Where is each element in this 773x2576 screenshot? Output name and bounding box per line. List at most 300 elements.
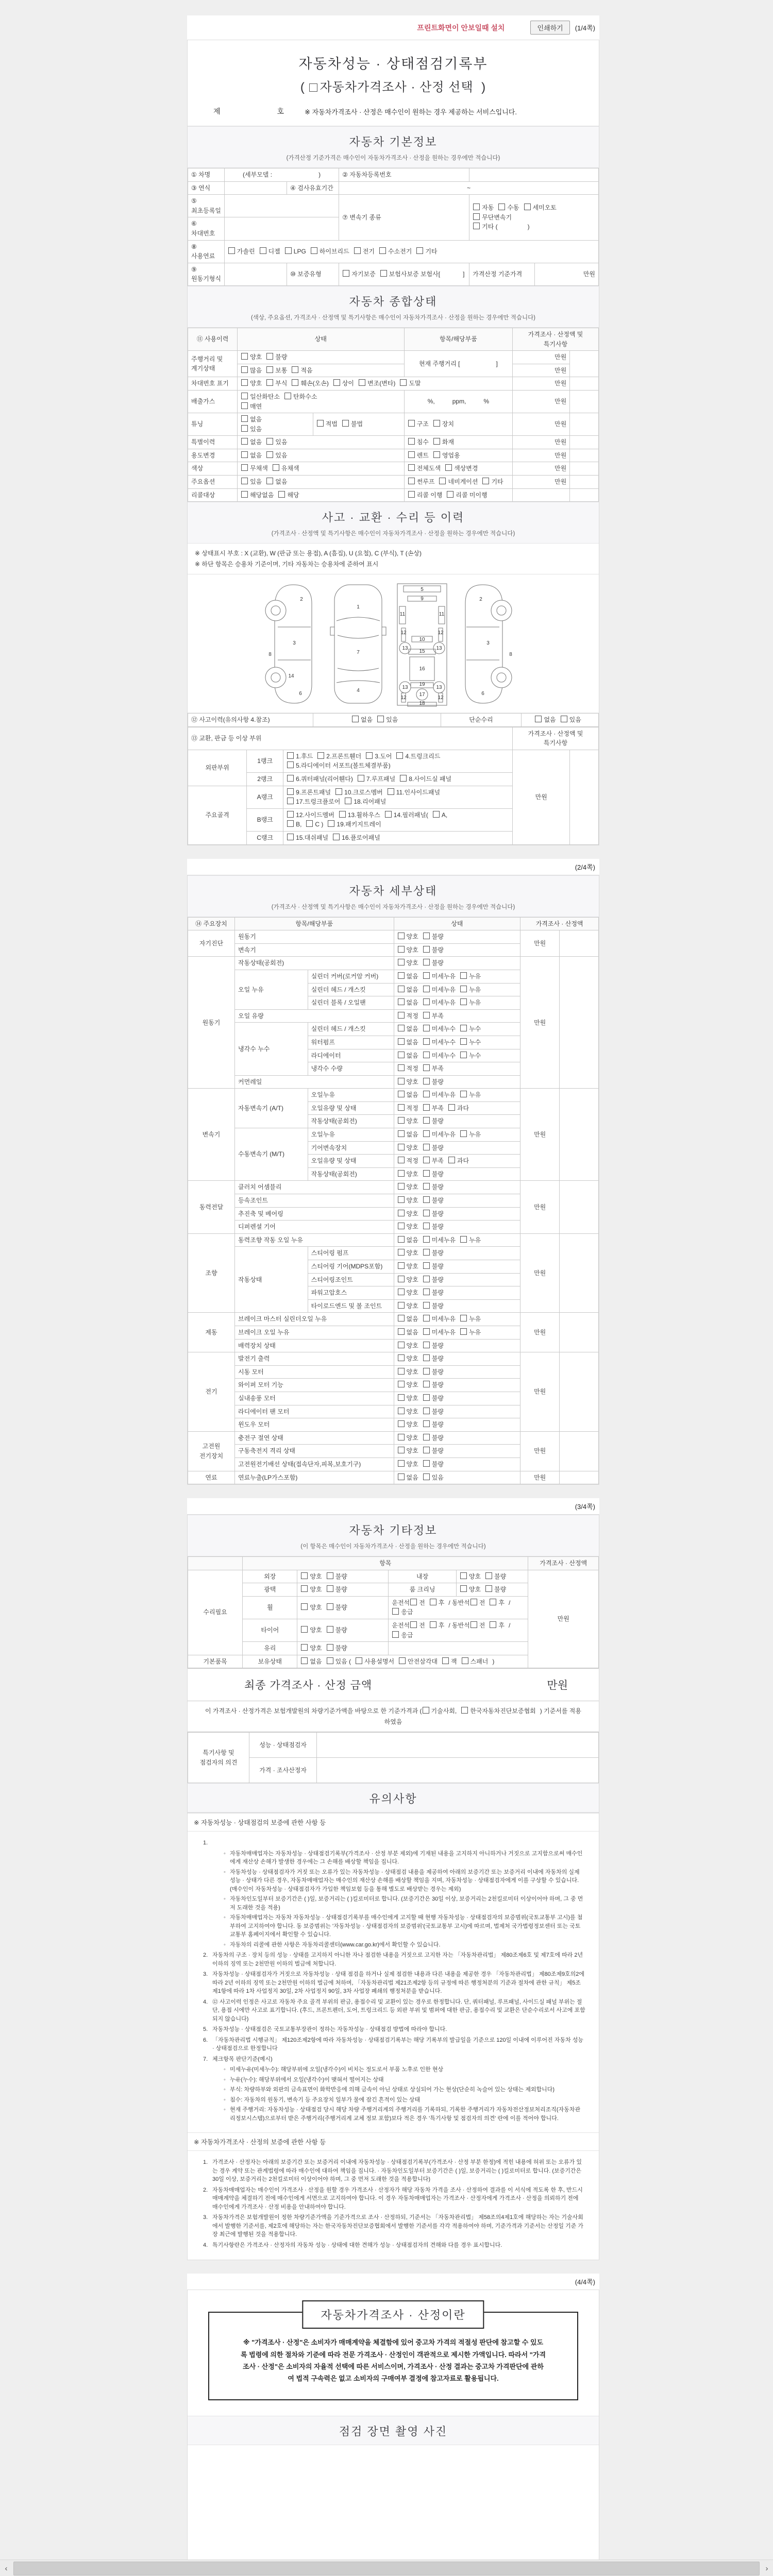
checkbox-option[interactable]	[397, 958, 418, 968]
checkbox-icon[interactable]	[301, 1585, 308, 1592]
checkbox-option[interactable]	[241, 352, 262, 362]
checkbox-icon[interactable]	[241, 425, 248, 432]
checkbox-option[interactable]	[397, 1446, 418, 1456]
checkbox-icon[interactable]	[460, 1025, 467, 1031]
checkbox-icon[interactable]	[398, 1420, 405, 1427]
print-button[interactable]: 인쇄하기	[530, 21, 569, 35]
checkbox-option[interactable]	[423, 1038, 456, 1047]
checkbox-icon[interactable]	[408, 478, 415, 484]
checkbox-icon[interactable]	[410, 1599, 417, 1605]
checkbox-icon[interactable]	[388, 788, 394, 795]
checkbox-option[interactable]	[339, 810, 380, 820]
checkbox-icon[interactable]	[423, 1210, 430, 1216]
checkbox-option[interactable]	[397, 1209, 418, 1219]
checkbox-option[interactable]	[344, 797, 386, 807]
checkbox-icon[interactable]	[423, 1104, 430, 1111]
checkbox-icon[interactable]	[398, 1052, 405, 1058]
checkbox-icon[interactable]	[266, 379, 273, 386]
checkbox-option[interactable]	[326, 1585, 347, 1595]
checkbox-option[interactable]	[326, 1643, 347, 1653]
checkbox-option[interactable]	[410, 1621, 425, 1631]
checkbox-option[interactable]	[473, 203, 494, 213]
checkbox-option[interactable]	[266, 477, 287, 487]
checkbox-icon[interactable]	[408, 420, 415, 427]
checkbox-icon[interactable]	[423, 1328, 430, 1335]
checkbox-icon[interactable]	[352, 716, 359, 722]
checkbox-option[interactable]	[397, 1354, 418, 1364]
checkbox-icon[interactable]	[241, 402, 248, 409]
checkbox-icon[interactable]	[266, 353, 273, 360]
checkbox-option[interactable]	[397, 1473, 418, 1483]
checkbox-option[interactable]	[287, 797, 340, 807]
checkbox-option[interactable]	[408, 490, 443, 500]
checkbox-icon[interactable]	[327, 1585, 333, 1592]
checkbox-icon[interactable]	[287, 761, 294, 768]
checkbox-icon[interactable]	[398, 1144, 405, 1150]
checkbox-icon[interactable]	[408, 491, 415, 498]
checkbox-icon[interactable]	[470, 1599, 477, 1605]
checkbox-icon[interactable]	[343, 270, 349, 277]
checkbox-option[interactable]	[300, 1643, 322, 1653]
blank-field[interactable]	[460, 362, 496, 366]
checkbox-option[interactable]	[429, 1621, 445, 1631]
checkbox-icon[interactable]	[460, 998, 467, 1005]
checkbox-icon[interactable]	[423, 1473, 430, 1480]
checkbox-option[interactable]	[284, 247, 306, 257]
checkbox-icon[interactable]	[460, 1585, 467, 1592]
checkbox-option[interactable]	[423, 1011, 444, 1021]
checkbox-option[interactable]	[460, 1585, 481, 1595]
checkbox-option[interactable]	[357, 774, 395, 784]
checkbox-icon[interactable]	[423, 959, 430, 965]
checkbox-option[interactable]	[397, 1051, 418, 1061]
checkbox-option[interactable]	[365, 752, 392, 761]
checkbox-option[interactable]	[560, 715, 581, 725]
checkbox-option[interactable]	[416, 247, 437, 257]
checkbox-icon[interactable]	[398, 1434, 405, 1440]
checkbox-option[interactable]	[241, 402, 262, 412]
checkbox-option[interactable]	[423, 998, 456, 1008]
checkbox-icon[interactable]	[423, 1408, 430, 1414]
checkbox-option[interactable]	[397, 1301, 418, 1311]
checkbox-icon[interactable]	[398, 1157, 405, 1163]
checkbox-option[interactable]	[423, 1024, 456, 1034]
checkbox-option[interactable]	[445, 464, 478, 473]
checkbox-option[interactable]	[423, 1262, 444, 1272]
checkbox-icon[interactable]	[473, 223, 480, 229]
checkbox-icon[interactable]	[398, 1315, 405, 1321]
checkbox-option[interactable]	[408, 451, 429, 461]
checkbox-option[interactable]	[460, 972, 481, 981]
checkbox-option[interactable]	[423, 1116, 444, 1126]
checkbox-icon[interactable]	[535, 716, 542, 722]
checkbox-icon[interactable]	[423, 1434, 430, 1440]
checkbox-option[interactable]	[460, 1051, 481, 1061]
print-install-link[interactable]: 프린트화면이 안보일때 설치	[417, 23, 505, 32]
checkbox-option[interactable]	[423, 1288, 444, 1298]
checkbox-icon[interactable]	[292, 366, 298, 373]
checkbox-option[interactable]	[266, 379, 287, 388]
checkbox-option[interactable]	[460, 1235, 481, 1245]
checkbox-option[interactable]	[266, 451, 287, 461]
checkbox-icon[interactable]	[399, 1657, 406, 1664]
checkbox-option[interactable]	[423, 1156, 444, 1166]
checkbox-option[interactable]	[460, 1038, 481, 1047]
checkbox-option[interactable]	[287, 820, 301, 829]
checkbox-option[interactable]	[397, 1433, 418, 1443]
checkbox-icon[interactable]	[473, 213, 480, 220]
checkbox-icon[interactable]	[398, 1262, 405, 1269]
checkbox-option[interactable]	[317, 752, 361, 761]
checkbox-icon[interactable]	[423, 946, 430, 953]
checkbox-option[interactable]	[241, 464, 268, 473]
checkbox-icon[interactable]	[241, 379, 248, 386]
checkbox-icon[interactable]	[301, 1644, 308, 1651]
checkbox-option[interactable]	[327, 820, 381, 829]
checkbox-icon[interactable]	[423, 1342, 430, 1348]
checkbox-icon[interactable]	[392, 1608, 399, 1615]
checkbox-icon[interactable]	[398, 1183, 405, 1190]
checkbox-option[interactable]	[266, 366, 287, 376]
checkbox-icon[interactable]	[460, 1130, 467, 1137]
checkbox-option[interactable]	[423, 1182, 444, 1192]
checkbox-icon[interactable]	[433, 451, 440, 458]
checkbox-icon[interactable]	[287, 798, 294, 804]
checkbox-option[interactable]	[397, 1288, 418, 1298]
checkbox-option[interactable]	[399, 774, 451, 784]
checkbox-icon[interactable]	[339, 811, 346, 818]
checkbox-icon[interactable]	[398, 972, 405, 979]
checkbox-icon[interactable]	[460, 972, 467, 979]
checkbox-option[interactable]	[398, 1657, 438, 1667]
checkbox-option[interactable]	[397, 1143, 418, 1153]
checkbox-icon[interactable]	[287, 820, 294, 827]
checkbox-option[interactable]	[423, 1064, 444, 1074]
checkbox-option[interactable]	[397, 1314, 418, 1324]
checkbox-icon[interactable]	[423, 1381, 430, 1387]
checkbox-option[interactable]	[439, 477, 478, 487]
checkbox-option[interactable]	[423, 1051, 456, 1061]
checkbox-icon[interactable]	[423, 1394, 430, 1401]
checkbox-option[interactable]	[241, 451, 262, 461]
checkbox-option[interactable]	[423, 945, 444, 955]
checkbox-icon[interactable]	[448, 1157, 455, 1163]
checkbox-icon[interactable]	[423, 1183, 430, 1190]
checkbox-option[interactable]	[241, 392, 280, 402]
checkbox-option[interactable]	[423, 1314, 456, 1324]
checkbox-icon[interactable]	[461, 1707, 468, 1714]
checkbox-option[interactable]	[433, 419, 454, 429]
checkbox-icon[interactable]	[400, 775, 407, 782]
checkbox-icon[interactable]	[460, 1315, 467, 1321]
checkbox-option[interactable]	[397, 1064, 418, 1074]
checkbox-icon[interactable]	[460, 1038, 467, 1045]
checkbox-icon[interactable]	[462, 1657, 468, 1664]
checkbox-icon[interactable]	[423, 1157, 430, 1163]
checkbox-option[interactable]	[448, 1104, 469, 1113]
checkbox-icon[interactable]	[398, 1381, 405, 1387]
checkbox-option[interactable]	[397, 945, 418, 955]
checkbox-icon[interactable]	[266, 451, 273, 458]
checkbox-icon[interactable]	[485, 1572, 492, 1579]
checkbox-icon[interactable]	[408, 438, 415, 445]
checkbox-option[interactable]	[460, 998, 481, 1008]
checkbox-icon[interactable]	[292, 379, 298, 386]
checkbox-option[interactable]	[333, 379, 354, 388]
checkbox-option[interactable]	[241, 437, 262, 447]
checkbox-option[interactable]	[326, 1572, 347, 1582]
blank-field[interactable]	[444, 272, 463, 276]
checkbox-icon[interactable]	[327, 1572, 333, 1579]
checkbox-option[interactable]	[379, 247, 412, 257]
checkbox-option[interactable]	[423, 1235, 456, 1245]
checkbox-option[interactable]	[423, 1367, 444, 1377]
checkbox-option[interactable]	[442, 1657, 457, 1667]
checkbox-option[interactable]	[473, 213, 512, 223]
checkbox-icon[interactable]	[460, 1572, 467, 1579]
checkbox-icon[interactable]	[398, 946, 405, 953]
checkbox-icon[interactable]	[301, 1657, 308, 1664]
checkbox-icon[interactable]	[241, 438, 248, 445]
checkbox-icon[interactable]	[398, 1117, 405, 1124]
checkbox-icon[interactable]	[423, 1707, 429, 1714]
scrollbar-thumb[interactable]	[13, 2562, 760, 2575]
checkbox-icon[interactable]	[342, 420, 349, 427]
checkbox-option[interactable]	[461, 1657, 489, 1667]
checkbox-option[interactable]	[399, 379, 421, 388]
checkbox-icon[interactable]	[266, 478, 273, 484]
checkbox-icon[interactable]	[433, 438, 440, 445]
checkbox-option[interactable]	[534, 715, 556, 725]
blank-field[interactable]	[502, 225, 528, 229]
checkbox-icon[interactable]	[241, 353, 248, 360]
checkbox-icon[interactable]	[485, 1585, 492, 1592]
checkbox-icon[interactable]	[473, 204, 480, 210]
checkbox-option[interactable]	[310, 247, 349, 257]
checkbox-option[interactable]	[397, 1222, 418, 1232]
checkbox-option[interactable]	[460, 1130, 481, 1140]
checkbox-option[interactable]	[485, 1585, 506, 1595]
checkbox-icon[interactable]	[423, 1354, 430, 1361]
checkbox-icon[interactable]	[423, 1144, 430, 1150]
checkbox-option[interactable]	[287, 833, 328, 843]
checkbox-icon[interactable]	[439, 478, 446, 484]
checkbox-option[interactable]	[433, 451, 460, 461]
checkbox-icon[interactable]	[398, 1130, 405, 1137]
blank-field[interactable]	[435, 399, 452, 403]
checkbox-option[interactable]	[408, 419, 429, 429]
checkbox-icon[interactable]	[408, 464, 415, 471]
checkbox-icon[interactable]	[460, 1052, 467, 1058]
checkbox-icon[interactable]	[398, 1368, 405, 1375]
checkbox-icon[interactable]	[423, 1038, 430, 1045]
checkbox-option[interactable]	[326, 1603, 347, 1613]
checkbox-option[interactable]	[423, 1143, 444, 1153]
checkbox-option[interactable]	[300, 1625, 322, 1635]
checkbox-option[interactable]	[355, 1657, 394, 1667]
checkbox-option[interactable]	[300, 1657, 322, 1667]
checkbox-option[interactable]	[397, 1038, 418, 1047]
checkbox-option[interactable]	[446, 490, 487, 500]
checkbox-option[interactable]	[408, 464, 441, 473]
checkbox-icon[interactable]	[398, 1064, 405, 1071]
checkbox-icon[interactable]	[423, 933, 430, 939]
checkbox-option[interactable]	[397, 1182, 418, 1192]
checkbox-icon[interactable]	[396, 752, 403, 759]
checkbox-option[interactable]	[429, 1598, 445, 1608]
checkbox-option[interactable]	[498, 203, 519, 213]
horizontal-scrollbar[interactable]	[0, 2560, 773, 2576]
checkbox-icon[interactable]	[287, 811, 294, 818]
checkbox-option[interactable]	[291, 379, 328, 388]
checkbox-icon[interactable]	[442, 1657, 449, 1664]
checkbox-icon[interactable]	[398, 1025, 405, 1031]
checkbox-icon[interactable]	[398, 1223, 405, 1229]
checkbox-icon[interactable]	[273, 464, 279, 471]
checkbox-option[interactable]	[354, 247, 375, 257]
checkbox-icon[interactable]	[398, 959, 405, 965]
checkbox-option[interactable]	[423, 1222, 444, 1232]
checkbox-icon[interactable]	[311, 247, 317, 254]
checkbox-icon[interactable]	[356, 1657, 362, 1664]
checkbox-option[interactable]	[228, 247, 255, 257]
checkbox-option[interactable]	[241, 379, 262, 388]
checkbox-option[interactable]	[423, 1394, 444, 1403]
checkbox-icon[interactable]	[301, 1603, 308, 1610]
checkbox-option[interactable]	[423, 1433, 444, 1443]
checkbox-option[interactable]	[326, 1657, 351, 1667]
checkbox-option[interactable]	[473, 222, 498, 232]
checkbox-icon[interactable]	[398, 998, 405, 1005]
checkbox-option[interactable]	[259, 247, 280, 257]
checkbox-option[interactable]	[326, 1625, 347, 1635]
checkbox-icon[interactable]	[345, 798, 351, 804]
checkbox-icon[interactable]	[423, 1196, 430, 1203]
checkbox-option[interactable]	[384, 810, 428, 820]
checkbox-option[interactable]	[300, 1603, 322, 1613]
checkbox-option[interactable]	[397, 1248, 418, 1258]
checkbox-icon[interactable]	[423, 998, 430, 1005]
checkbox-icon[interactable]	[423, 1064, 430, 1071]
checkbox-icon[interactable]	[561, 716, 567, 722]
checkbox-option[interactable]	[460, 1090, 481, 1100]
checkbox-option[interactable]	[410, 1598, 425, 1608]
checkbox-option[interactable]	[397, 972, 418, 981]
checkbox-icon[interactable]	[423, 1078, 430, 1084]
checkbox-option[interactable]	[396, 752, 440, 761]
checkbox-option[interactable]	[423, 1473, 444, 1483]
checkbox-icon[interactable]	[241, 366, 248, 373]
checkbox-option[interactable]	[266, 437, 287, 447]
checkbox-option[interactable]	[470, 1598, 485, 1608]
checkbox-option[interactable]	[397, 1394, 418, 1403]
checkbox-icon[interactable]	[423, 1447, 430, 1453]
checkbox-option[interactable]	[470, 1621, 485, 1631]
checkbox-icon[interactable]	[398, 1447, 405, 1453]
checkbox-option[interactable]	[380, 269, 440, 279]
scroll-left-arrow-icon[interactable]: ‹	[0, 2560, 12, 2576]
checkbox-icon[interactable]	[398, 1038, 405, 1045]
checkbox-icon[interactable]	[398, 1302, 405, 1309]
checkbox-option[interactable]	[397, 1196, 418, 1206]
checkbox-option[interactable]	[423, 1301, 444, 1311]
checkbox-icon[interactable]	[430, 1621, 436, 1628]
checkbox-icon[interactable]	[433, 420, 440, 427]
checkbox-icon[interactable]	[460, 1328, 467, 1335]
checkbox-icon[interactable]	[423, 1223, 430, 1229]
checkbox-icon[interactable]	[398, 1012, 405, 1019]
checkbox-option[interactable]	[397, 1460, 418, 1469]
checkbox-icon[interactable]	[408, 451, 415, 458]
checkbox-icon[interactable]	[423, 1460, 430, 1467]
checkbox-option[interactable]	[351, 715, 373, 725]
checkbox-icon[interactable]	[410, 1621, 417, 1628]
checkbox-icon[interactable]	[423, 972, 430, 979]
checkbox-option[interactable]	[397, 1367, 418, 1377]
checkbox-option[interactable]	[423, 1130, 456, 1140]
checkbox-option[interactable]	[423, 1460, 444, 1469]
checkbox-icon[interactable]	[398, 1289, 405, 1295]
checkbox-option[interactable]	[241, 366, 262, 376]
checkbox-icon[interactable]	[423, 1315, 430, 1321]
checkbox-option[interactable]	[397, 1170, 418, 1179]
checkbox-icon[interactable]	[335, 788, 342, 795]
checkbox-icon[interactable]	[333, 834, 340, 840]
checkbox-option[interactable]	[423, 958, 444, 968]
checkbox-icon[interactable]	[433, 811, 440, 818]
checkbox-icon[interactable]	[423, 1170, 430, 1177]
checkbox-option[interactable]	[423, 1354, 444, 1364]
checkbox-option[interactable]	[524, 203, 557, 213]
checkbox-option[interactable]	[423, 972, 456, 981]
checkbox-icon[interactable]	[423, 1262, 430, 1269]
checkbox-option[interactable]	[489, 1621, 505, 1631]
checkbox-icon[interactable]	[287, 775, 294, 782]
checkbox-option[interactable]	[397, 1090, 418, 1100]
checkbox-icon[interactable]	[287, 752, 294, 759]
checkbox-icon[interactable]	[366, 752, 373, 759]
checkbox-icon[interactable]	[423, 1012, 430, 1019]
checkbox-option[interactable]	[423, 1196, 444, 1206]
checkbox-option[interactable]	[241, 425, 262, 434]
checkbox-option[interactable]	[485, 1572, 506, 1582]
checkbox-icon[interactable]	[423, 1025, 430, 1031]
checkbox-icon[interactable]	[266, 366, 273, 373]
checkbox-option[interactable]	[377, 715, 398, 725]
checkbox-option[interactable]	[423, 1077, 444, 1087]
checkbox-icon[interactable]	[358, 775, 364, 782]
checkbox-icon[interactable]	[398, 1328, 405, 1335]
checkbox-option[interactable]	[397, 1104, 418, 1113]
checkbox-icon[interactable]	[460, 986, 467, 992]
checkbox-icon[interactable]	[284, 393, 291, 399]
checkbox-option[interactable]	[287, 761, 391, 771]
checkbox-icon[interactable]	[398, 1460, 405, 1467]
checkbox-icon[interactable]	[379, 247, 386, 254]
checkbox-option[interactable]	[397, 1156, 418, 1166]
checkbox-icon[interactable]	[398, 1394, 405, 1401]
checkbox-icon[interactable]	[398, 1104, 405, 1111]
checkbox-icon[interactable]	[287, 834, 294, 840]
checkbox-icon[interactable]	[398, 1249, 405, 1256]
checkbox-icon[interactable]	[377, 716, 384, 722]
checkbox-option[interactable]	[408, 477, 435, 487]
checkbox-icon[interactable]	[285, 247, 292, 254]
checkbox-option[interactable]	[300, 1585, 322, 1595]
checkbox-icon[interactable]	[241, 451, 248, 458]
checkbox-option[interactable]	[287, 774, 353, 784]
checkbox-icon[interactable]	[327, 1657, 333, 1664]
